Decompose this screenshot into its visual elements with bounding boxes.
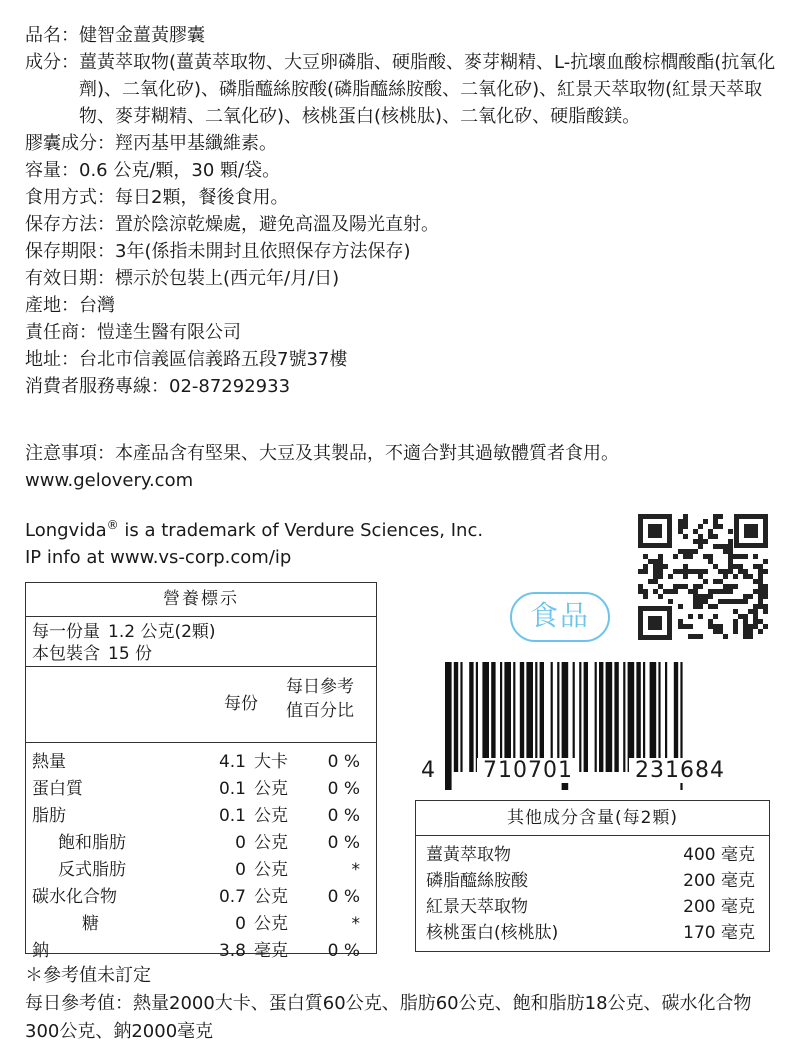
- serving-info: 每一份量 1.2 公克(2顆) 本包裝含 15 份: [26, 617, 376, 667]
- website-link[interactable]: www.gelovery.com: [25, 470, 194, 491]
- barcode-digit-first: 4: [421, 758, 436, 783]
- ingredients: 成分： 薑黃萃取物(薑黃萃取物、大豆卵磷脂、硬脂酸、麥芽糊精、L-抗壞血酸棕櫚酸酯(抗氧化劑)、二氧化矽)、磷脂醯絲胺酸(磷脂醯絲胺酸、二氧化矽)、紅景天萃取物(紅景天萃取物、麥芽糊精、二氧化矽)、核桃蛋白(核桃肽)、二氧化矽、硬脂酸鎂。: [25, 52, 776, 127]
- other-ingredient-row: 核桃蛋白(核桃肽) 170 毫克: [426, 923, 755, 943]
- nutrition-rows: [26, 743, 376, 965]
- nutrition-row: 碳水化合物 0.7 公克 0 %: [32, 887, 360, 907]
- capacity: 容量：0.6 公克/顆，30 顆/袋。: [25, 160, 281, 181]
- caution-text: 注意事項：本產品含有堅果、大豆及其製品，不適合對其過敏體質者食用。: [25, 443, 619, 464]
- hotline: 消費者服務專線：02-87292933: [25, 376, 291, 397]
- food-badge: 食品: [510, 592, 610, 642]
- trademark-line: Longvida® is a trademark of Verdure Sciences, Inc.: [25, 518, 484, 541]
- nutrition-row: 糖 0 公克 *: [82, 914, 360, 934]
- product-info: [25, 22, 795, 400]
- nutrition-row: 飽和脂肪 0 公克 0 %: [58, 833, 360, 853]
- other-ingredient-row: 磷脂醯絲胺酸 200 毫克: [426, 871, 755, 891]
- barcode-digits-right: 231684: [629, 758, 731, 783]
- other-ingredient-row: 紅景天萃取物 200 毫克: [426, 897, 755, 917]
- nutrition-row: 蛋白質 0.1 公克 0 %: [32, 779, 360, 799]
- other-ingredients-table: [415, 800, 770, 952]
- address: 地址：台北市信義區信義路五段7號37樓: [25, 349, 348, 370]
- nutrition-table: [25, 582, 377, 961]
- nutrition-header: [26, 667, 376, 743]
- notice: [25, 440, 619, 494]
- nutrition-row: 脂肪 0.1 公克 0 %: [32, 806, 360, 826]
- usage: 食用方式：每日2顆，餐後食用。: [25, 187, 289, 208]
- nutrition-row: 熱量 4.1 大卡 0 %: [32, 752, 360, 772]
- footnote-daily-values: 每日參考值：熱量2000大卡、蛋白質60公克、脂肪60公克、飽和脂肪18公克、碳水化合物300公克、鈉2000毫克: [25, 993, 752, 1042]
- nutrition-title: 營養標示: [26, 583, 376, 617]
- origin: 產地：台灣: [25, 295, 115, 316]
- ip-info-line: IP info at www.vs-corp.com/ip: [25, 547, 292, 568]
- shelf-life: 保存期限：3年(係指未開封且依照保存方法保存): [25, 241, 411, 262]
- footnote: [25, 962, 785, 1046]
- capsule-ingredients: 膠囊成分：羥丙基甲基纖維素。: [25, 133, 277, 154]
- daily-value-header: 每日參考 值百分比: [286, 677, 354, 721]
- footnote-star: ＊參考值未訂定: [25, 965, 151, 986]
- trademark-notice: [25, 512, 483, 571]
- company: 責任商：愷達生醫有限公司: [25, 322, 241, 343]
- product-name: 品名： 健智金薑黃膠囊: [25, 25, 205, 46]
- per-serving-header: 每份: [224, 694, 258, 714]
- expiry: 有效日期：標示於包裝上(西元年/月/日): [25, 268, 340, 289]
- nutrition-row: 鈉 3.8 毫克 0 %: [32, 941, 360, 961]
- barcode: [415, 662, 770, 792]
- other-ingredients-title: 其他成分含量(每2顆): [416, 801, 769, 836]
- barcode-digits-left: 710701: [477, 758, 579, 783]
- storage: 保存方法：置於陰涼乾燥處，避免高溫及陽光直射。: [25, 214, 439, 235]
- nutrition-row: 反式脂肪 0 公克 *: [58, 860, 360, 880]
- qr-code: [636, 512, 770, 642]
- other-ingredient-row: 薑黃萃取物 400 毫克: [426, 845, 755, 865]
